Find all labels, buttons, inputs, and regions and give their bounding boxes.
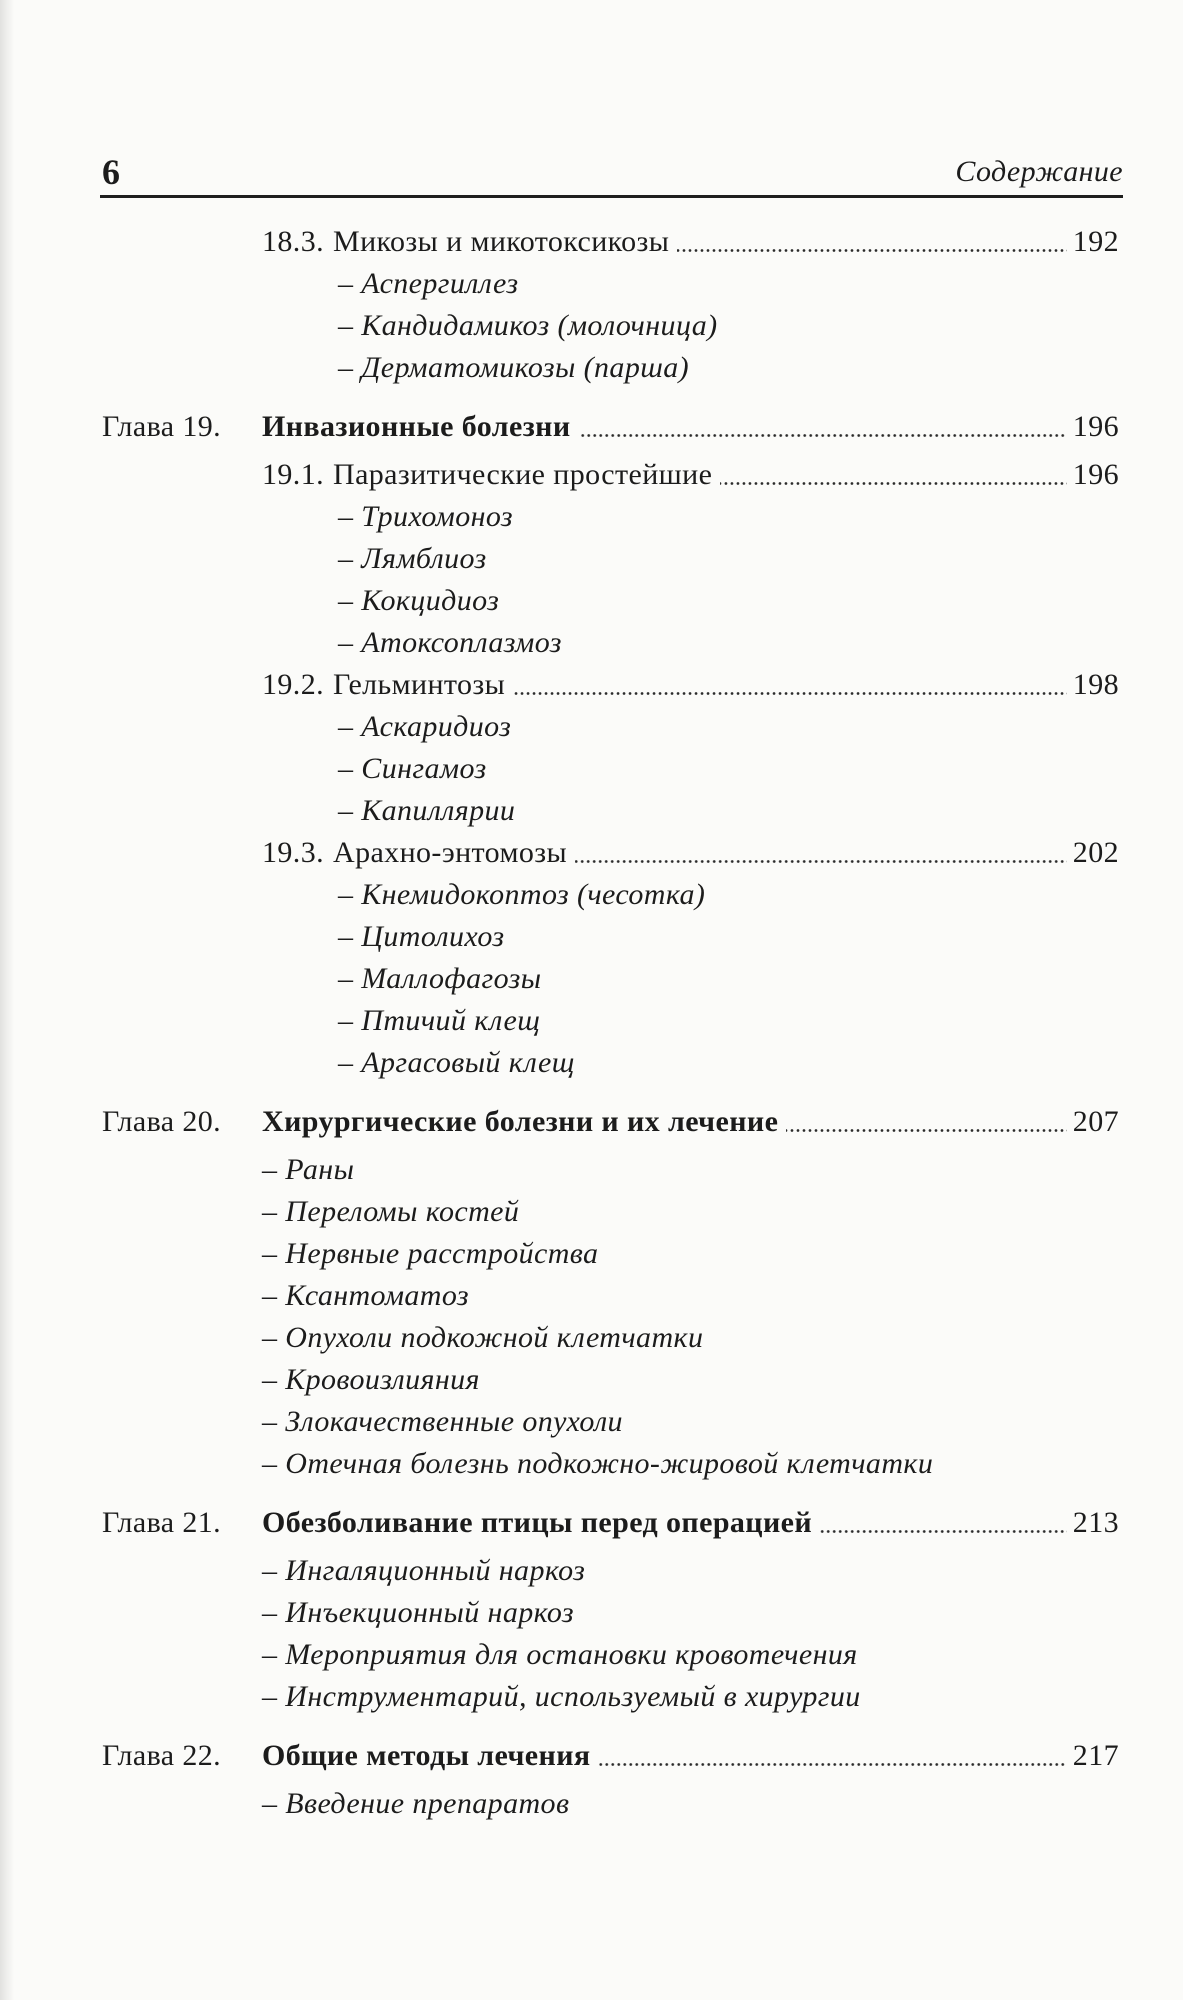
toc-item: – Нервные расстройства	[262, 1237, 599, 1270]
dot-leader	[820, 1530, 1067, 1533]
toc-subsection-19-1	[0, 454, 1183, 496]
toc-chapter-21	[0, 1502, 1183, 1544]
page-ref: 213	[1072, 1506, 1119, 1539]
subsection-number: 19.3.	[262, 836, 324, 869]
toc-item: – Раны	[262, 1153, 355, 1186]
toc-item: – Инъекционный наркоз	[262, 1596, 575, 1629]
running-title: Содержание	[955, 155, 1123, 188]
toc-subsection-19-2	[0, 664, 1183, 706]
table-of-contents	[0, 221, 1183, 1825]
dot-leader	[579, 434, 1067, 437]
toc-item: – Ксантоматоз	[262, 1279, 469, 1312]
dot-leader	[786, 1129, 1066, 1132]
toc-chapter-19	[0, 406, 1183, 448]
toc-item: – Сингамоз	[338, 752, 487, 785]
toc-item: – Аспергиллез	[338, 267, 519, 300]
toc-item: – Злокачественные опухоли	[262, 1405, 623, 1438]
toc-item: – Маллофагозы	[338, 962, 542, 995]
chapter-label: Глава 22.	[102, 1739, 222, 1772]
toc-item: – Кандидамикоз (молочница)	[338, 309, 718, 342]
toc-item: – Инструментарий, используемый в хирургии	[262, 1680, 861, 1713]
dot-leader	[513, 692, 1067, 695]
subsection-title: Гельминтозы	[333, 668, 506, 701]
page-ref: 202	[1072, 836, 1119, 869]
subsection-number: 19.1.	[262, 458, 324, 491]
subsection-title: Микозы и микотоксикозы	[333, 225, 670, 258]
toc-item: – Опухоли подкожной клетчатки	[262, 1321, 704, 1354]
page-number: 6	[102, 152, 120, 192]
toc-item: – Птичий клещ	[338, 1004, 541, 1037]
dot-leader	[575, 860, 1067, 863]
toc-item: – Кровоизлияния	[262, 1363, 480, 1396]
page-ref: 207	[1072, 1105, 1119, 1138]
toc-item: – Ингаляционный наркоз	[262, 1554, 586, 1587]
page-ref: 217	[1072, 1739, 1119, 1772]
toc-item: – Кнемидокоптоз (чесотка)	[338, 878, 706, 911]
subsection-title: Паразитические простейшие	[333, 458, 713, 491]
chapter-label: Глава 19.	[102, 410, 222, 443]
toc-chapter-20	[0, 1101, 1183, 1143]
chapter-title: Общие методы лечения	[262, 1739, 591, 1772]
page-ref: 196	[1072, 410, 1119, 443]
subsection-title: Арахно-энтомозы	[333, 836, 568, 869]
toc-item: – Капиллярии	[338, 794, 516, 827]
page-ref: 196	[1072, 458, 1119, 491]
toc-item: – Мероприятия для остановки кровотечения	[262, 1638, 858, 1671]
chapter-label: Глава 20.	[102, 1105, 222, 1138]
header-rule	[100, 195, 1123, 198]
dot-leader	[677, 249, 1066, 252]
chapter-label: Глава 21.	[102, 1506, 222, 1539]
toc-item: – Аскаридиоз	[338, 710, 512, 743]
chapter-title: Хирургические болезни и их лечение	[262, 1105, 779, 1138]
page-ref: 192	[1072, 225, 1119, 258]
toc-item: – Отечная болезнь подкожно-жировой клетчатки	[262, 1447, 934, 1480]
chapter-title: Обезболивание птицы перед операцией	[262, 1506, 813, 1539]
toc-item: – Атоксоплазмоз	[338, 626, 562, 659]
toc-item: – Трихомоноз	[338, 500, 514, 533]
toc-item: – Дерматомикозы (парша)	[338, 351, 690, 384]
page-ref: 198	[1072, 668, 1119, 701]
chapter-title: Инвазионные болезни	[262, 410, 571, 443]
toc-item: – Введение препаратов	[262, 1787, 570, 1820]
subsection-number: 19.2.	[262, 668, 324, 701]
toc-subsection-19-3	[0, 832, 1183, 874]
toc-item: – Аргасовый клещ	[338, 1046, 575, 1079]
toc-chapter-22	[0, 1735, 1183, 1777]
toc-subsection-18-3	[0, 221, 1183, 263]
dot-leader	[720, 482, 1066, 485]
toc-item: – Кокцидиоз	[338, 584, 500, 617]
toc-item: – Переломы костей	[262, 1195, 520, 1228]
toc-item: – Лямблиоз	[338, 542, 487, 575]
subsection-number: 18.3.	[262, 225, 324, 258]
dot-leader	[599, 1763, 1067, 1766]
toc-item: – Цитолихоз	[338, 920, 505, 953]
